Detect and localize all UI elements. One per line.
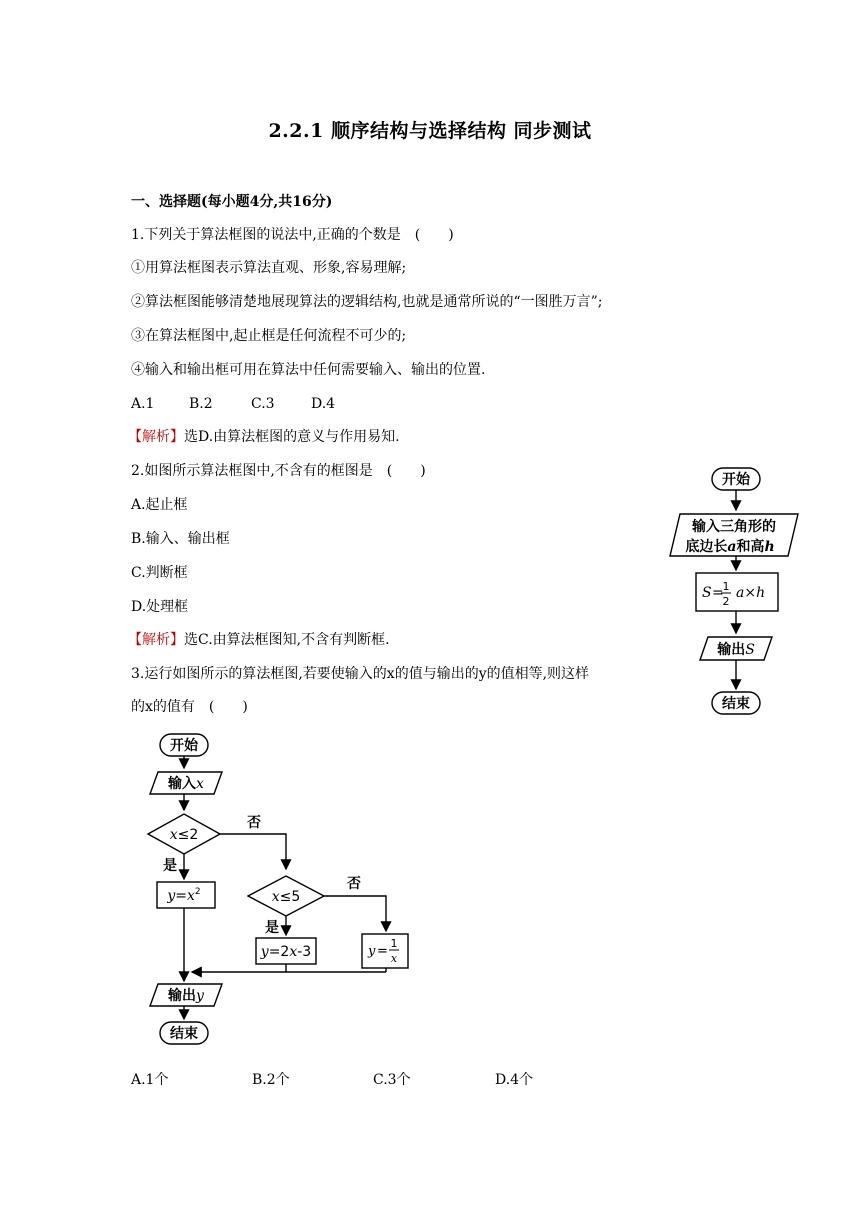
output-label: 输出y [168,988,204,1004]
q3-option-a: A.1个 [131,1072,169,1088]
q1-item-4: ④输入和输出框可用在算法中任何需要输入、输出的位置. [131,362,486,378]
q2-flowchart [660,460,820,725]
formula-s [702,580,765,608]
q1-analysis [128,428,400,446]
q1-option-a: A.1 [131,396,155,412]
svg-text:1: 1 [390,937,398,950]
q1-options [131,395,335,413]
q2-stem: 2.如图所示算法框图中,不含有的框图是 ( ) [131,463,426,479]
start-label: 开始 [170,738,198,754]
q3-stem-line1: 3.运行如图所示的算法框图,若要使输入的x的值与输出的y的值相等,则这样 [131,666,590,682]
q1-option-c: C.3 [251,396,275,412]
analysis-text: 选D.由算法框图的意义与作用易知. [184,429,400,445]
q3-stem-line2: 的x的值有 ( ) [131,699,248,715]
start-label: 开始 [722,472,750,488]
svg-text:=: = [712,585,724,601]
svg-text:x: x [390,952,398,965]
svg-text:S: S [702,585,712,601]
q1-stem: 1.下列关于算法框图的说法中,正确的个数是 ( ) [131,227,454,243]
q1-option-d: D.4 [311,396,336,412]
svg-text:2: 2 [722,595,730,608]
q1-item-2: ②算法框图能够清楚地展现算法的逻辑结构,也就是通常所说的“一图胜万言”; [131,294,603,310]
q2-option-d: D.处理框 [131,599,189,615]
q2-option-c: C.判断框 [131,565,188,581]
svg-text:y: y [368,944,376,959]
q1-option-b: B.2 [189,396,213,412]
q3-option-c: C.3个 [373,1072,411,1088]
decision-1-label: x≤2 [169,827,199,843]
end-label: 结束 [170,1026,198,1042]
yes-label-2: 是 [265,920,279,936]
process-3-label [367,937,399,965]
analysis-text: 选C.由算法框图知,不含有判断框. [184,632,390,648]
q1-item-1: ①用算法框图表示算法直观、形象,容易理解; [131,260,407,276]
q1-item-3: ③在算法框图中,起止框是任何流程不可少的; [131,328,407,344]
analysis-tag: 【解析】 [128,632,184,648]
no-label-2: 否 [347,876,361,892]
input-line1: 输入三角形的 [692,519,776,535]
q3-options [131,1071,533,1089]
output-label: 输出S [717,642,755,658]
decision-2-label: x≤5 [271,889,301,905]
analysis-tag: 【解析】 [128,429,184,445]
page-title: 2.2.1 顺序结构与选择结构 同步测试 [268,120,592,142]
section-heading: 一、选择题(每小题4分,共16分) [131,194,333,210]
q3-option-d: D.4个 [495,1072,534,1088]
q2-option-a: A.起止框 [131,497,188,513]
svg-text:a×h: a×h [736,585,766,601]
process-1-label: $y=x^2$ [167,887,201,904]
q2-analysis [128,631,390,649]
process-2-label: y=2x-3 [260,944,312,960]
q2-option-b: B.输入、输出框 [131,531,230,547]
yes-label-1: 是 [163,858,177,874]
q3-flowchart [140,730,430,1050]
svg-text:=: = [377,944,388,959]
no-label-1: 否 [247,815,261,831]
end-label: 结束 [722,696,750,712]
input-line2: 底边长a和高h [685,539,775,555]
q3-option-b: B.2个 [252,1072,290,1088]
input-label: 输入x [168,776,204,792]
svg-text:1: 1 [722,580,730,593]
